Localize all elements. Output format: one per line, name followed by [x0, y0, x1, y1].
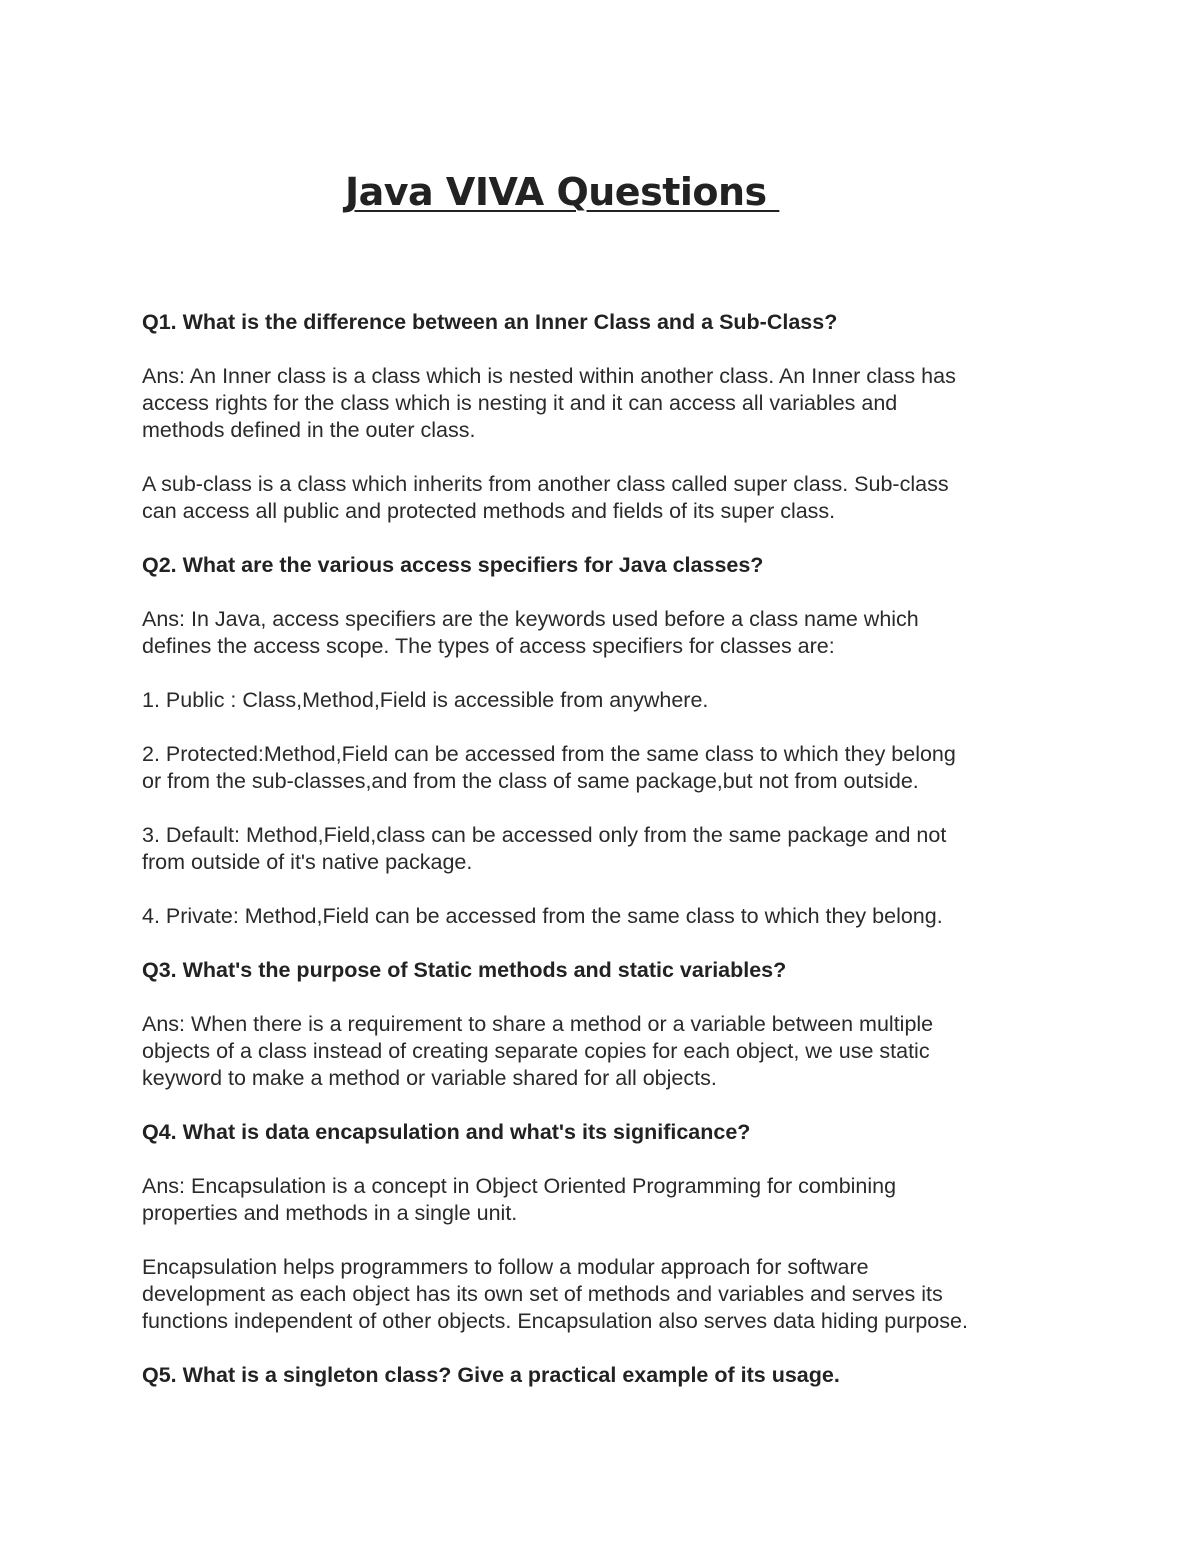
- text-line: Ans: When there is a requirement to share a method or a variable between multiple: [142, 1012, 934, 1036]
- text-line: development as each object has its own set of methods and variables and serves its: [142, 1282, 943, 1306]
- answer-paragraph: [142, 606, 1072, 660]
- text-line: Ans: In Java, access specifiers are the keywords used before a class name which: [142, 607, 919, 631]
- document-title: Java VIVA Questions: [345, 170, 780, 214]
- text-line: 1. Public : Class,Method,Field is accessible from anywhere.: [142, 688, 709, 712]
- answer-paragraph: [142, 471, 1072, 525]
- question-heading-1: Q1. What is the difference between an Inner Class and a Sub-Class?: [142, 310, 838, 334]
- answer-paragraph: [142, 1011, 1072, 1092]
- list-item-public: [142, 687, 1072, 714]
- answer-paragraph: [142, 363, 1072, 444]
- question-heading-5: Q5. What is a singleton class? Give a practical example of its usage.: [142, 1363, 840, 1387]
- question-heading-2: Q2. What are the various access specifiers for Java classes?: [142, 553, 764, 577]
- question-heading-3: Q3. What's the purpose of Static methods and static variables?: [142, 958, 787, 982]
- text-line: Ans: Encapsulation is a concept in Object Oriented Programming for combining: [142, 1174, 897, 1198]
- text-line: from outside of it's native package.: [142, 850, 473, 874]
- text-line: or from the sub-classes,and from the class of same package,but not from outside.: [142, 769, 919, 793]
- document-body: [142, 309, 1072, 1416]
- text-line: Encapsulation helps programmers to follow a modular approach for software: [142, 1255, 869, 1279]
- list-item-private: [142, 903, 1072, 930]
- text-line: can access all public and protected methods and fields of its super class.: [142, 499, 836, 523]
- text-line: functions independent of other objects. Encapsulation also serves data hiding purpose.: [142, 1309, 968, 1333]
- answer-paragraph: [142, 1173, 1072, 1227]
- text-line: 2. Protected:Method,Field can be accessed from the same class to which they belong: [142, 742, 956, 766]
- question-heading-4: Q4. What is data encapsulation and what's its significance?: [142, 1120, 751, 1144]
- text-line: properties and methods in a single unit.: [142, 1201, 518, 1225]
- text-line: Ans: An Inner class is a class which is nested within another class. An Inner class has: [142, 364, 956, 388]
- text-line: access rights for the class which is nesting it and it can access all variables and: [142, 391, 898, 415]
- text-line: 3. Default: Method,Field,class can be accessed only from the same package and not: [142, 823, 947, 847]
- text-line: 4. Private: Method,Field can be accessed from the same class to which they belong.: [142, 904, 943, 928]
- text-line: keyword to make a method or variable shared for all objects.: [142, 1066, 717, 1090]
- list-item-default: [142, 822, 1072, 876]
- text-line: objects of a class instead of creating separate copies for each object, we use static: [142, 1039, 930, 1063]
- text-line: A sub-class is a class which inherits from another class called super class. Sub-class: [142, 472, 949, 496]
- list-item-protected: [142, 741, 1072, 795]
- text-line: methods defined in the outer class.: [142, 418, 476, 442]
- answer-paragraph: [142, 1254, 1072, 1335]
- text-line: defines the access scope. The types of access specifiers for classes are:: [142, 634, 835, 658]
